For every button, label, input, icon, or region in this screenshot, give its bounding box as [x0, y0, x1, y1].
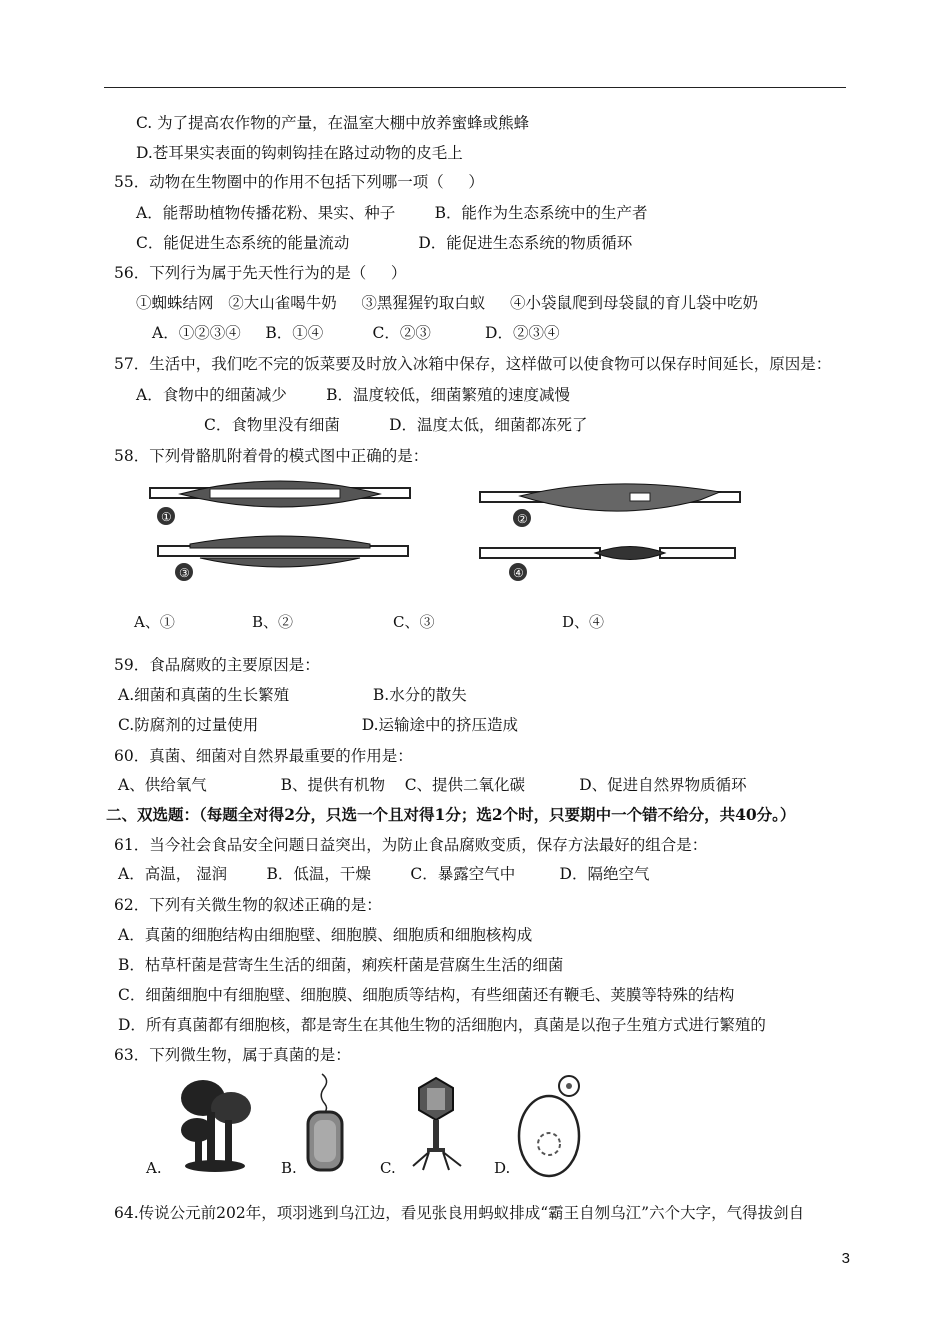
q56-stem: 56．下列行为属于先天性行为的是（ ） [114, 264, 407, 282]
q54-option-c: C. 为了提高农作物的产量，在温室大棚中放养蜜蜂或熊蜂 [136, 114, 530, 132]
q55-stem: 55．动物在生物圈中的作用不包括下列哪一项（ ） [114, 173, 484, 191]
q62-option-c: C．细菌细胞中有细胞壁、细胞膜、细胞质等结构，有些细菌还有鞭毛、荚膜等特殊的结构 [118, 986, 735, 1004]
q58-option-c: C、③ [393, 613, 435, 631]
diagram-3 [158, 536, 408, 581]
diagram-4-number: ④ [513, 566, 524, 580]
q55-options-ab: A．能帮助植物传播花粉、果实、种子 B．能作为生态系统中的生产者 [136, 204, 648, 222]
q58-diagram [140, 474, 750, 586]
diagram-2-number: ② [517, 512, 528, 526]
header-rule [104, 87, 846, 88]
q58-option-b: B、② [252, 613, 294, 631]
yeast-picture [515, 1072, 585, 1182]
q63-option-a: A. [146, 1159, 162, 1177]
q63-stem: 63．下列微生物，属于真菌的是： [114, 1046, 351, 1064]
diagram-4 [480, 547, 735, 582]
q62-stem: 62．下列有关微生物的叙述正确的是： [114, 896, 382, 914]
q59-options-ab: A.细菌和真菌的生长繁殖 B.水分的散失 [118, 686, 467, 704]
q62-option-a: A．真菌的细胞结构由细胞壁、细胞膜、细胞质和细胞核构成 [118, 926, 533, 944]
mushroom-picture [175, 1072, 255, 1177]
q59-options-cd: C.防腐剂的过量使用 D.运输途中的挤压造成 [118, 716, 519, 734]
q57-options-cd: C．食物里没有细菌 D．温度太低，细菌都冻死了 [204, 416, 588, 434]
q57-stem: 57．生活中，我们吃不完的饭菜要及时放入冰箱中保存，这样做可以使食物可以保存时间延长，原因是： [114, 355, 832, 373]
q61-stem: 61．当今社会食品安全问题日益突出，为防止食品腐败变质，保存方法最好的组合是： [114, 836, 708, 854]
q56-items: ①蜘蛛结网 ②大山雀喝牛奶 ③黑猩猩钓取白蚁 ④小袋鼠爬到母袋鼠的育儿袋中吃奶 [136, 294, 759, 312]
bacterium-picture [300, 1072, 350, 1177]
q58-option-d: D、④ [562, 613, 605, 631]
section-two-heading: 二、双选题：（每题全对得2分，只选一个且对得1分；选2个时，只要期中一个错不给分，共40分。） [106, 805, 796, 824]
q61-options: A．高温， 湿润 B．低温，干燥 C．暴露空气中 D．隔绝空气 [118, 865, 650, 883]
q55-options-cd: C．能促进生态系统的能量流动 D．能促进生态系统的物质循环 [136, 234, 633, 252]
diagram-2 [480, 484, 740, 527]
diagram-1-number: ① [161, 510, 172, 524]
q62-option-b: B．枯草杆菌是营寄生生活的细菌，痢疾杆菌是营腐生生活的细菌 [118, 956, 564, 974]
q63-option-d: D. [494, 1159, 511, 1177]
q57-options-ab: A．食物中的细菌减少 B．温度较低，细菌繁殖的速度减慢 [136, 386, 571, 404]
q60-stem: 60．真菌、细菌对自然界最重要的作用是： [114, 747, 413, 765]
q58-stem: 58．下列骨骼肌附着骨的模式图中正确的是： [114, 447, 429, 465]
diagram-3-number: ③ [179, 566, 190, 580]
q64-stem: 64.传说公元前202年，项羽逃到乌江边，看见张良用蚂蚁排成“霸王自刎乌江”六个大字，气得拔剑自 [114, 1204, 805, 1222]
q62-option-d: D．所有真菌都有细胞核，都是寄生在其他生物的活细胞内，真菌是以孢子生殖方式进行繁殖的 [118, 1016, 766, 1034]
q56-options: A．①②③④ B．①④ C．②③ D．②③④ [152, 324, 560, 342]
q60-options: A、供给氧气 B、提供有机物 C、提供二氧化碳 D、促进自然界物质循环 [118, 776, 747, 794]
q63-option-b: B. [281, 1159, 297, 1177]
bacteriophage-picture [405, 1076, 467, 1176]
q63-option-c: C. [380, 1159, 396, 1177]
q58-option-a: A、① [134, 613, 175, 631]
diagram-1 [150, 481, 410, 525]
q54-option-d: D.苍耳果实表面的钩刺钩挂在路过动物的皮毛上 [136, 144, 463, 162]
page-number: 3 [841, 1250, 850, 1267]
q59-stem: 59．食品腐败的主要原因是： [114, 656, 320, 674]
